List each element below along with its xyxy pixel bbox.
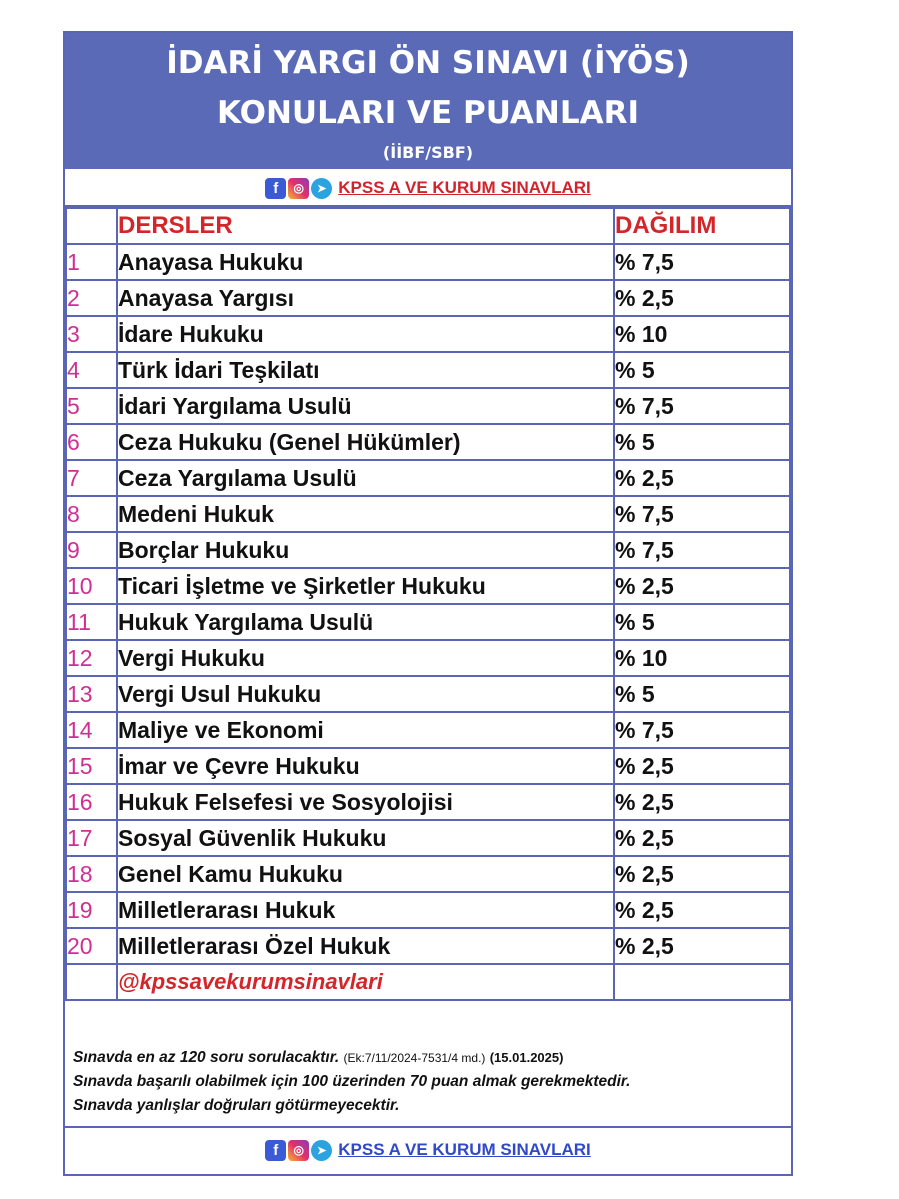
telegram-icon[interactable]: ➤: [311, 178, 332, 199]
row-subject: Genel Kamu Hukuku: [117, 856, 614, 892]
row-distribution: % 5: [614, 604, 790, 640]
row-subject: Hukuk Felsefesi ve Sosyolojisi: [117, 784, 614, 820]
title-line-1: İDARİ YARGI ÖN SINAVI (İYÖS): [166, 45, 690, 81]
table-row: [66, 388, 790, 424]
row-distribution: % 7,5: [614, 532, 790, 568]
row-distribution: % 7,5: [614, 712, 790, 748]
table-row: [66, 856, 790, 892]
row-distribution: % 2,5: [614, 748, 790, 784]
row-number: 11: [66, 604, 117, 640]
table-row: [66, 352, 790, 388]
row-subject: Ticari İşletme ve Şirketler Hukuku: [117, 568, 614, 604]
row-distribution: % 5: [614, 352, 790, 388]
row-distribution: % 2,5: [614, 856, 790, 892]
title-line-2: KONULARI VE PUANLARI: [216, 95, 640, 131]
header-distribution: DAĞILIM: [614, 208, 790, 244]
row-subject: Borçlar Hukuku: [117, 532, 614, 568]
topics-table: [65, 207, 791, 1001]
row-number: 3: [66, 316, 117, 352]
row-number: 4: [66, 352, 117, 388]
row-number: 19: [66, 892, 117, 928]
row-number: 12: [66, 640, 117, 676]
table-row: [66, 928, 790, 964]
header-subject: DERSLER: [117, 208, 614, 244]
row-distribution: % 2,5: [614, 460, 790, 496]
table-row: [66, 244, 790, 280]
table-row: [66, 676, 790, 712]
row-number: 1: [66, 244, 117, 280]
header-number-cell: [66, 208, 117, 244]
row-distribution: % 2,5: [614, 784, 790, 820]
handle-number-cell: [66, 964, 117, 1000]
table-row: [66, 496, 790, 532]
telegram-icon[interactable]: ➤: [311, 1140, 332, 1161]
row-distribution: % 5: [614, 676, 790, 712]
row-subject: Milletlerarası Hukuk: [117, 892, 614, 928]
row-subject: Anayasa Hukuku: [117, 244, 614, 280]
table-row: [66, 712, 790, 748]
row-number: 15: [66, 748, 117, 784]
note-question-count: Sınavda en az 120 soru sorulacaktır.: [73, 1049, 340, 1066]
row-subject: İmar ve Çevre Hukuku: [117, 748, 614, 784]
table-row: [66, 280, 790, 316]
row-subject: Türk İdari Teşkilatı: [117, 352, 614, 388]
instagram-icon[interactable]: ◎: [288, 178, 309, 199]
row-subject: Sosyal Güvenlik Hukuku: [117, 820, 614, 856]
row-distribution: % 2,5: [614, 280, 790, 316]
facebook-icon[interactable]: f: [265, 178, 286, 199]
row-subject: Hukuk Yargılama Usulü: [117, 604, 614, 640]
table-row: [66, 784, 790, 820]
row-distribution: % 7,5: [614, 388, 790, 424]
table-row: [66, 604, 790, 640]
row-number: 17: [66, 820, 117, 856]
note-legal-reference: (Ek:7/11/2024-7531/4 md.): [343, 1051, 486, 1065]
row-number: 7: [66, 460, 117, 496]
row-number: 8: [66, 496, 117, 532]
row-subject: Vergi Usul Hukuku: [117, 676, 614, 712]
note-line-2: Sınavda başarılı olabilmek için 100 üzerinden 70 puan almak gerekmektedir.: [73, 1073, 631, 1090]
row-subject: Ceza Yargılama Usulü: [117, 460, 614, 496]
table-row: [66, 892, 790, 928]
row-number: 16: [66, 784, 117, 820]
table-row: [66, 460, 790, 496]
table-row: [66, 316, 790, 352]
row-distribution: % 10: [614, 640, 790, 676]
row-subject: Milletlerarası Özel Hukuk: [117, 928, 614, 964]
row-distribution: % 2,5: [614, 820, 790, 856]
instagram-icon[interactable]: ◎: [288, 1140, 309, 1161]
row-number: 10: [66, 568, 117, 604]
row-distribution: % 2,5: [614, 568, 790, 604]
row-subject: İdare Hukuku: [117, 316, 614, 352]
row-distribution: % 7,5: [614, 244, 790, 280]
row-subject: Medeni Hukuk: [117, 496, 614, 532]
handle-row: [66, 964, 790, 1000]
facebook-icon[interactable]: f: [265, 1140, 286, 1161]
title-banner: [65, 33, 791, 169]
handle-empty-cell: [614, 964, 790, 1000]
note-line-1: [73, 1046, 783, 1070]
row-number: 2: [66, 280, 117, 316]
social-channel-link[interactable]: KPSS A VE KURUM SINAVLARI: [338, 178, 591, 197]
note-line-3: Sınavda yanlışlar doğruları götürmeyecektir.: [73, 1097, 400, 1114]
instagram-handle[interactable]: @kpssavekurumsinavlari: [117, 964, 614, 1000]
row-distribution: % 2,5: [614, 928, 790, 964]
table-row: [66, 424, 790, 460]
row-number: 20: [66, 928, 117, 964]
row-distribution: % 7,5: [614, 496, 790, 532]
row-subject: Anayasa Yargısı: [117, 280, 614, 316]
row-number: 14: [66, 712, 117, 748]
row-number: 6: [66, 424, 117, 460]
table-row: [66, 820, 790, 856]
exam-topics-sheet: [63, 31, 793, 1176]
table-row: [66, 568, 790, 604]
row-number: 18: [66, 856, 117, 892]
row-number: 13: [66, 676, 117, 712]
row-number: 5: [66, 388, 117, 424]
row-subject: Vergi Hukuku: [117, 640, 614, 676]
row-subject: Ceza Hukuku (Genel Hükümler): [117, 424, 614, 460]
row-subject: Maliye ve Ekonomi: [117, 712, 614, 748]
row-distribution: % 5: [614, 424, 790, 460]
row-distribution: % 2,5: [614, 892, 790, 928]
social-bar-top: [65, 171, 791, 207]
row-distribution: % 10: [614, 316, 790, 352]
table-header-row: [66, 208, 790, 244]
social-channel-link[interactable]: KPSS A VE KURUM SINAVLARI: [338, 1140, 591, 1159]
social-bar-bottom: [65, 1126, 791, 1172]
row-subject: İdari Yargılama Usulü: [117, 388, 614, 424]
table-row: [66, 748, 790, 784]
table-row: [66, 640, 790, 676]
note-date: (15.01.2025): [489, 1050, 564, 1065]
row-number: 9: [66, 532, 117, 568]
table-row: [66, 532, 790, 568]
title-line-3: (İİBF/SBF): [382, 143, 474, 162]
exam-notes: [73, 1046, 783, 1118]
